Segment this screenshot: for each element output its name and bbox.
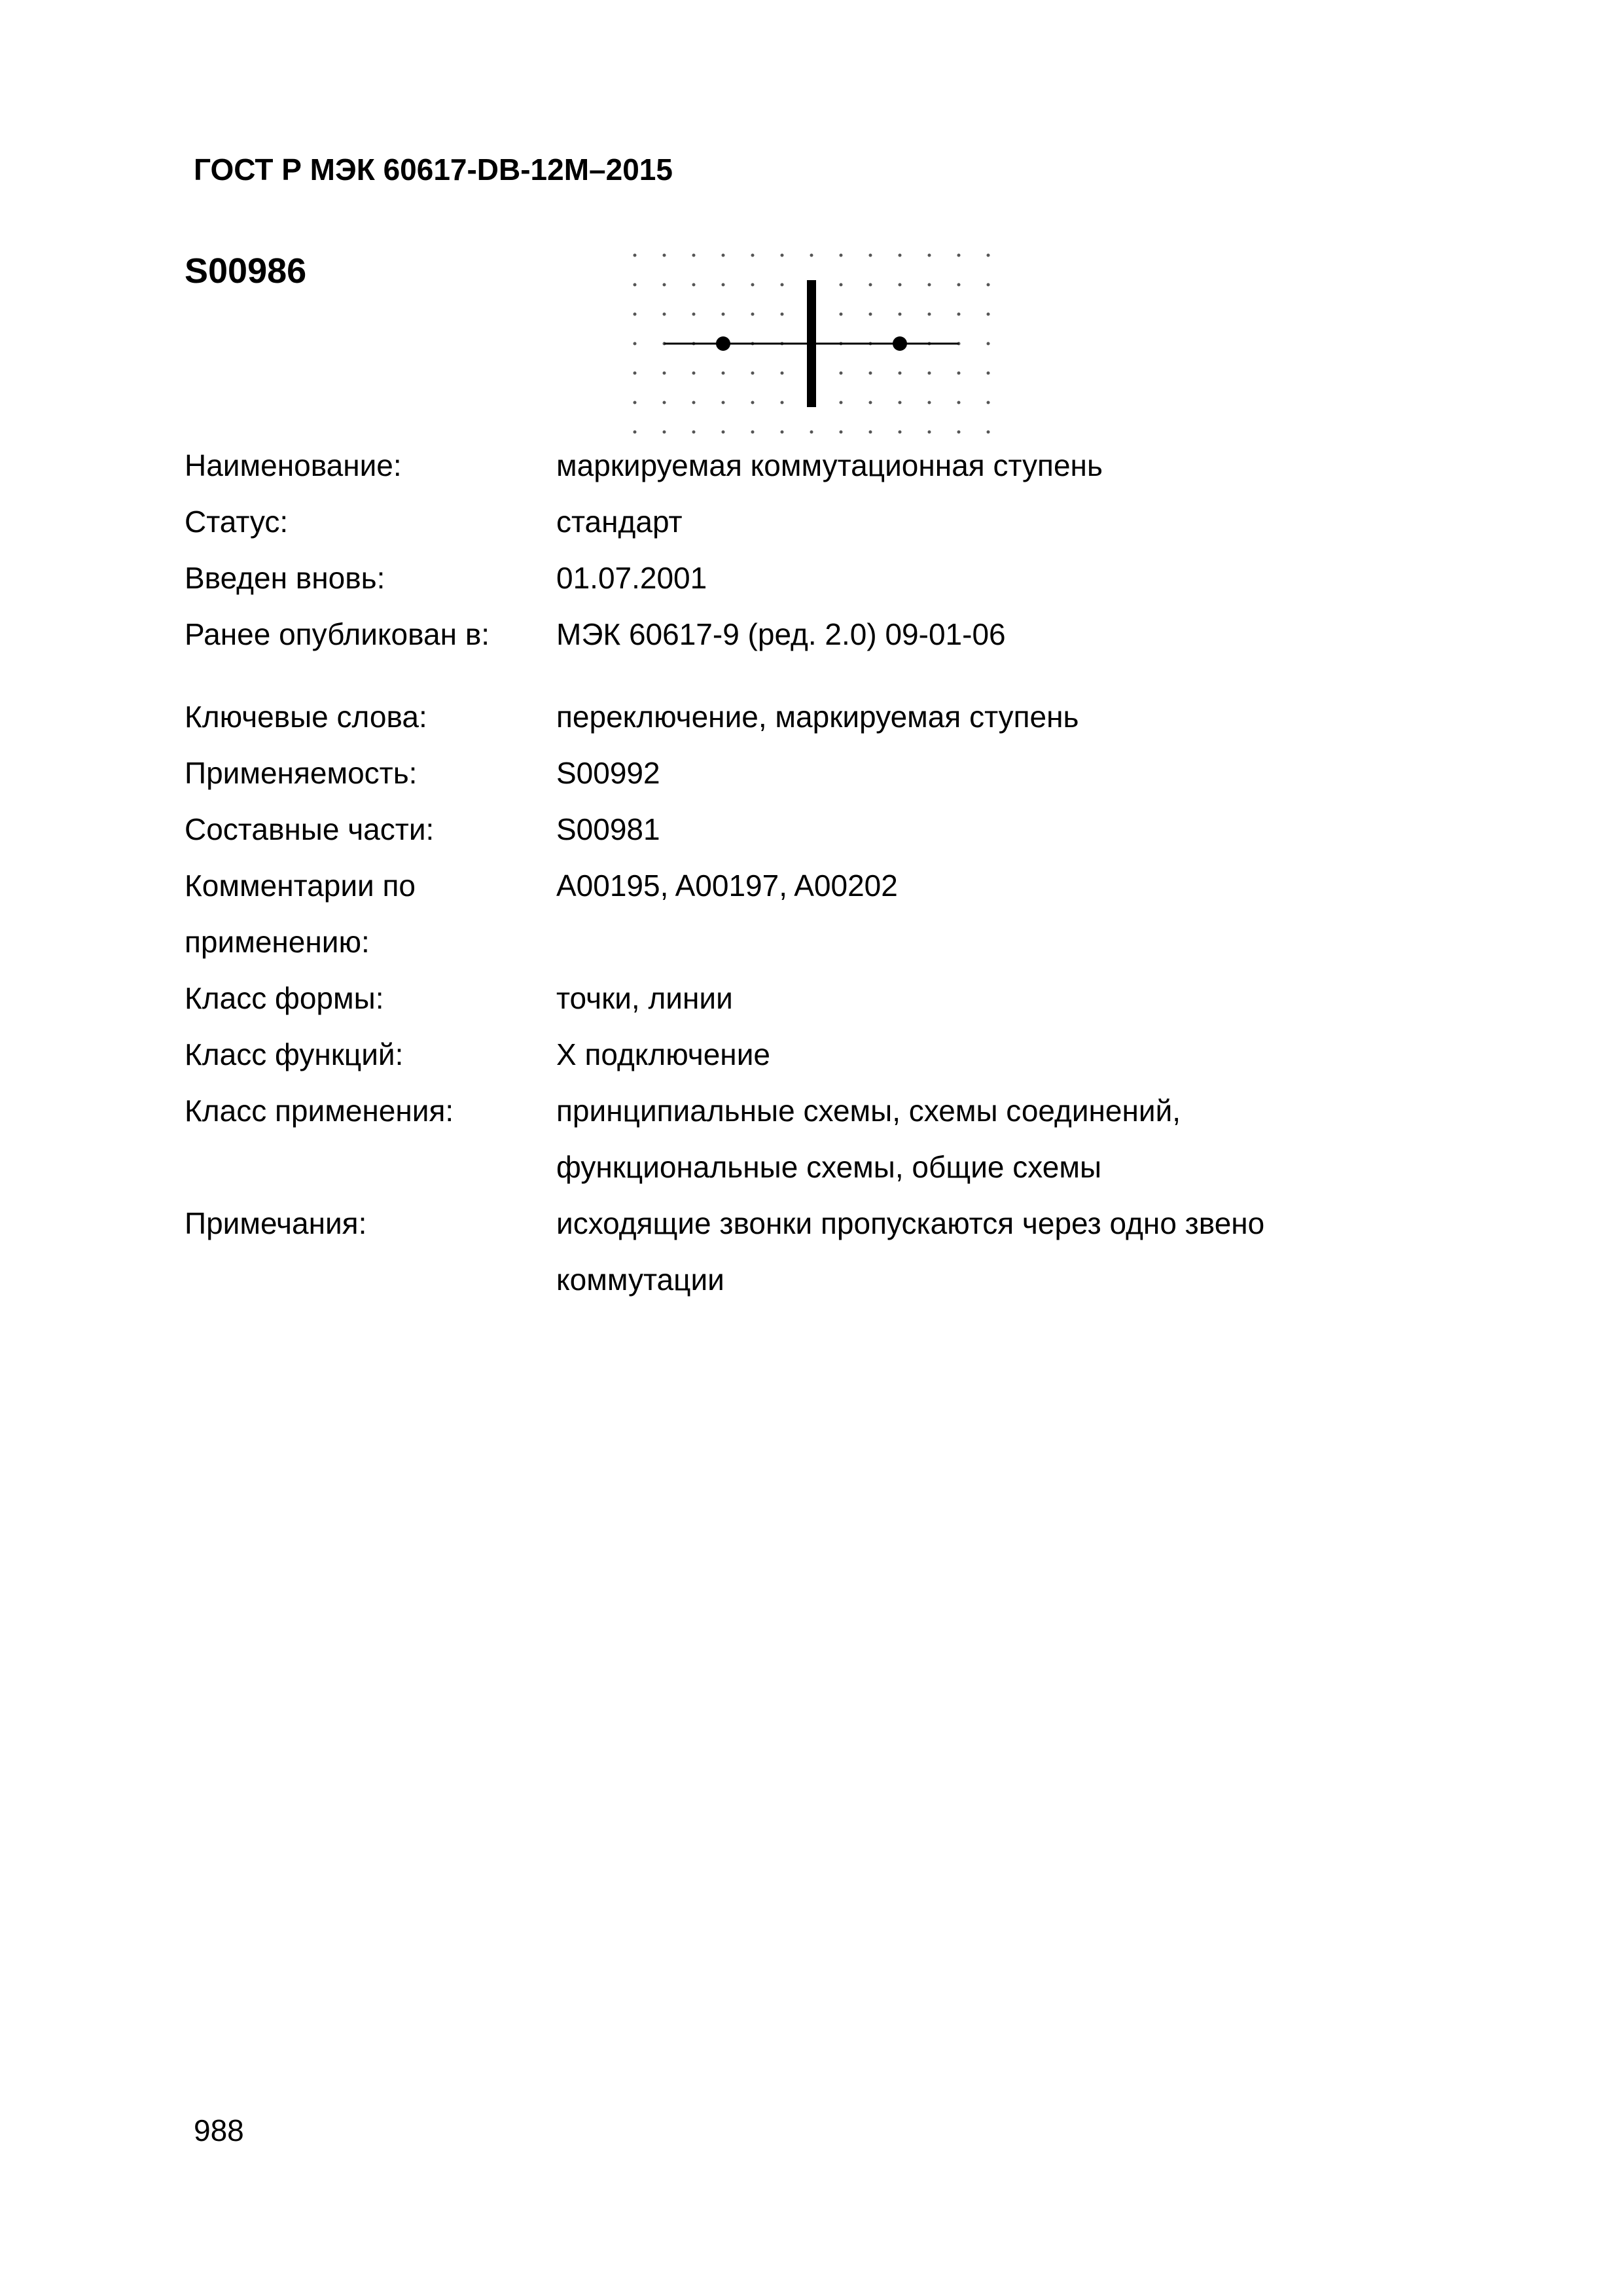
grid-dot	[869, 313, 872, 316]
grid-dot	[692, 313, 696, 316]
grid-dot	[869, 283, 872, 287]
property-row-introduced	[185, 550, 1368, 606]
grid-dot	[722, 372, 725, 375]
property-row-application-notes	[185, 857, 1368, 970]
grid-dot	[928, 372, 931, 375]
grid-dot	[633, 431, 637, 434]
grid-dot	[869, 372, 872, 375]
property-value: маркируемая коммутационная ступень	[556, 448, 1103, 482]
grid-dot	[987, 342, 990, 346]
property-value: исходящие звонки пропускаются через одно звено коммутации	[556, 1206, 1265, 1297]
grid-dot	[957, 401, 961, 404]
property-row-function-class	[185, 1026, 1368, 1083]
property-label: Класс формы:	[185, 981, 384, 1015]
properties-table	[185, 437, 1368, 1308]
property-label: Ранее опубликован в:	[185, 617, 490, 651]
grid-dot	[899, 401, 902, 404]
property-row-shape-class	[185, 970, 1368, 1026]
grid-dot	[722, 313, 725, 316]
right-dot	[893, 336, 907, 351]
property-value: S00992	[556, 756, 660, 790]
grid-dot	[663, 431, 666, 434]
property-row-status	[185, 493, 1368, 550]
grid-dot	[663, 283, 666, 287]
grid-dot	[633, 401, 637, 404]
property-value: МЭК 60617-9 (ред. 2.0) 09-01-06	[556, 617, 1006, 651]
property-row-components	[185, 801, 1368, 857]
grid-dot	[810, 254, 813, 257]
grid-dot	[722, 283, 725, 287]
grid-dot	[781, 401, 784, 404]
grid-dot	[987, 401, 990, 404]
grid-dot	[751, 431, 755, 434]
property-value: A00195, A00197, A00202	[556, 869, 898, 903]
grid-dot	[840, 431, 843, 434]
grid-dot	[692, 431, 696, 434]
property-row-notes	[185, 1195, 1368, 1308]
property-label: Статус:	[185, 505, 289, 539]
property-label: Комментарии по применению:	[185, 869, 416, 959]
grid-dot	[692, 401, 696, 404]
grid-dot	[957, 431, 961, 434]
property-row-keywords	[185, 689, 1368, 745]
property-row-applicability	[185, 745, 1368, 801]
grid-dot	[899, 254, 902, 257]
grid-dot	[751, 372, 755, 375]
property-label: Ключевые слова:	[185, 700, 427, 734]
grid-dot	[928, 283, 931, 287]
property-label: Примечания:	[185, 1206, 367, 1240]
grid-dot	[633, 372, 637, 375]
grid-dot	[957, 254, 961, 257]
grid-dot	[957, 313, 961, 316]
grid-dot	[663, 401, 666, 404]
grid-dot	[663, 254, 666, 257]
grid-dot	[781, 313, 784, 316]
grid-dot	[987, 313, 990, 316]
grid-dot	[987, 431, 990, 434]
grid-dot	[663, 372, 666, 375]
grid-dot	[869, 401, 872, 404]
marked-switching-stage-symbol-icon	[615, 242, 1001, 439]
grid-dot	[633, 313, 637, 316]
property-value: переключение, маркируемая ступень	[556, 700, 1079, 734]
grid-dot	[840, 254, 843, 257]
grid-dot	[663, 313, 666, 316]
grid-dot	[869, 254, 872, 257]
grid-dot	[869, 431, 872, 434]
grid-dot	[899, 431, 902, 434]
page-number: 988	[194, 2113, 244, 2147]
grid-dot	[987, 283, 990, 287]
property-value: принципиальные схемы, схемы соединений, функциональные схемы, общие схемы	[556, 1094, 1181, 1184]
grid-dot	[928, 313, 931, 316]
property-label: Наименование:	[185, 448, 402, 482]
grid-dot	[633, 283, 637, 287]
grid-dot	[633, 342, 637, 346]
grid-dot	[840, 372, 843, 375]
grid-dot	[928, 431, 931, 434]
grid-dot	[928, 254, 931, 257]
grid-dot	[957, 372, 961, 375]
grid-dot	[722, 431, 725, 434]
property-label: Введен вновь:	[185, 561, 385, 595]
grid-dot	[692, 372, 696, 375]
property-row-published-in	[185, 606, 1368, 662]
property-row-application-class	[185, 1083, 1368, 1195]
property-value: точки, линии	[556, 981, 733, 1015]
grid-dot	[957, 283, 961, 287]
grid-dot	[633, 254, 637, 257]
property-label: Составные части:	[185, 812, 435, 846]
grid-dot	[840, 401, 843, 404]
grid-dot	[781, 254, 784, 257]
property-value: стандарт	[556, 505, 683, 539]
grid-dot	[781, 372, 784, 375]
grid-dot	[692, 283, 696, 287]
property-value: S00981	[556, 812, 660, 846]
property-label: Применяемость:	[185, 756, 418, 790]
property-label: Класс применения:	[185, 1094, 454, 1128]
grid-dot	[751, 254, 755, 257]
grid-dot	[751, 283, 755, 287]
document-header: ГОСТ Р МЭК 60617-DB-12M–2015	[194, 152, 673, 187]
grid-dot	[987, 254, 990, 257]
grid-dot	[840, 283, 843, 287]
grid-dot	[751, 401, 755, 404]
property-label: Класс функций:	[185, 1037, 404, 1071]
left-dot	[716, 336, 730, 351]
grid-dot	[751, 313, 755, 316]
grid-dot	[987, 372, 990, 375]
grid-dot	[899, 313, 902, 316]
grid-dot	[781, 283, 784, 287]
property-value: X подключение	[556, 1037, 770, 1071]
grid-dot	[899, 283, 902, 287]
property-row-name	[185, 437, 1368, 493]
grid-dot	[899, 372, 902, 375]
grid-dot	[722, 401, 725, 404]
grid-dot	[928, 401, 931, 404]
grid-dot	[810, 431, 813, 434]
symbol-code: S00986	[185, 251, 307, 291]
grid-dot	[722, 254, 725, 257]
grid-dot	[781, 431, 784, 434]
grid-dot	[840, 313, 843, 316]
property-value: 01.07.2001	[556, 561, 707, 595]
grid-dot	[692, 254, 696, 257]
